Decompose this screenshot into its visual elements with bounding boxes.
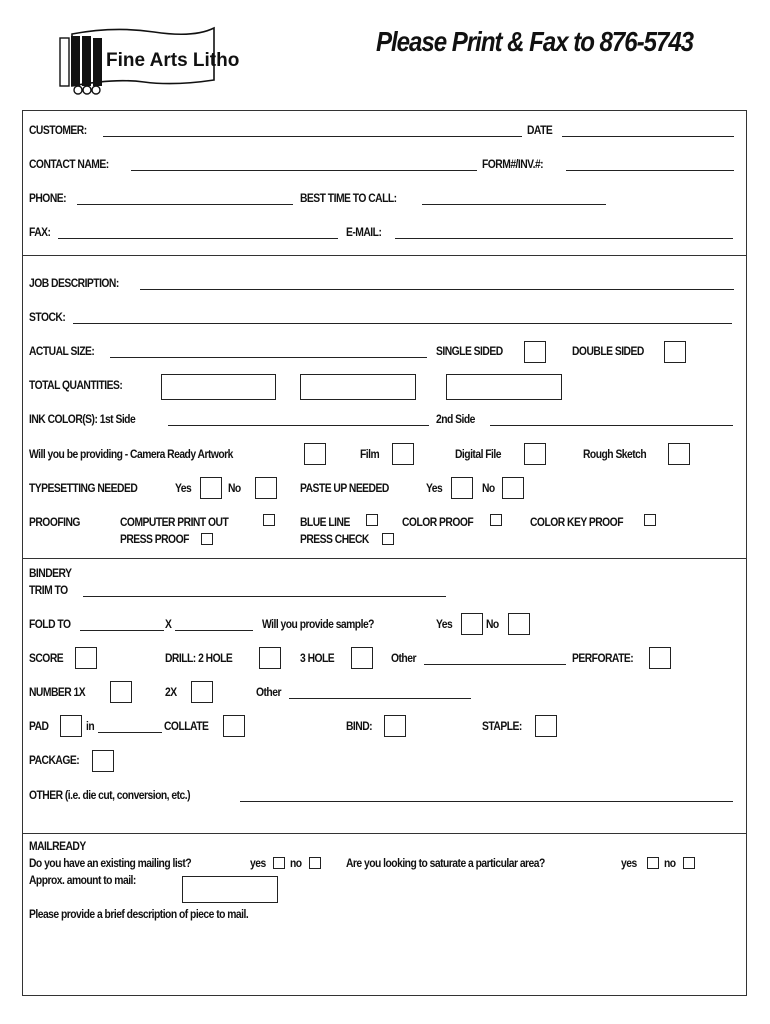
- date-field[interactable]: [562, 136, 734, 137]
- best-time-field[interactable]: [422, 204, 606, 205]
- quantity-field-2[interactable]: [300, 374, 416, 400]
- score-label: SCORE: [29, 651, 64, 665]
- best-time-label: BEST TIME TO CALL:: [300, 191, 397, 205]
- number-1x-label: NUMBER 1X: [29, 685, 86, 699]
- saturate-no-label: no: [664, 856, 676, 870]
- typesetting-yes-checkbox[interactable]: [200, 477, 222, 499]
- blue-line-checkbox[interactable]: [366, 514, 378, 526]
- press-proof-label: PRESS PROOF: [120, 532, 189, 546]
- actual-size-label: ACTUAL SIZE:: [29, 344, 95, 358]
- form-inv-field[interactable]: [566, 170, 734, 171]
- pad-in-field[interactable]: [98, 732, 162, 733]
- single-sided-label: SINGLE SIDED: [436, 344, 503, 358]
- color-proof-label: COLOR PROOF: [402, 515, 474, 529]
- staple-label: STAPLE:: [482, 719, 522, 733]
- customer-label: CUSTOMER:: [29, 123, 87, 137]
- rough-sketch-label: Rough Sketch: [583, 447, 647, 461]
- stock-field[interactable]: [73, 323, 732, 324]
- ink-colors-label: INK COLOR(S): 1st Side: [29, 412, 136, 426]
- existing-list-no-checkbox[interactable]: [309, 857, 321, 869]
- typesetting-label: TYPESETTING NEEDED: [29, 481, 138, 495]
- double-sided-label: DOUBLE SIDED: [572, 344, 644, 358]
- amount-to-mail-field[interactable]: [182, 876, 278, 903]
- contact-name-field[interactable]: [131, 170, 477, 171]
- job-description-label: JOB DESCRIPTION:: [29, 276, 119, 290]
- company-logo: [54, 24, 240, 98]
- digital-file-label: Digital File: [455, 447, 501, 461]
- date-label: DATE: [527, 123, 553, 137]
- saturate-yes-label: yes: [621, 856, 637, 870]
- amount-to-mail-label: Approx. amount to mail:: [29, 873, 136, 887]
- bind-checkbox[interactable]: [384, 715, 406, 737]
- press-proof-checkbox[interactable]: [201, 533, 213, 545]
- single-sided-checkbox[interactable]: [524, 341, 546, 363]
- second-side-label: 2nd Side: [436, 412, 475, 426]
- color-key-proof-label: COLOR KEY PROOF: [530, 515, 623, 529]
- film-label: Film: [360, 447, 380, 461]
- computer-print-out-label: COMPUTER PRINT OUT: [120, 515, 229, 529]
- double-sided-checkbox[interactable]: [664, 341, 686, 363]
- staple-checkbox[interactable]: [535, 715, 557, 737]
- typesetting-no-label: No: [228, 481, 241, 495]
- fold-to-field-1[interactable]: [80, 630, 164, 631]
- quantity-field-3[interactable]: [446, 374, 562, 400]
- logo-text: Fine Arts Litho: [106, 50, 240, 71]
- color-proof-checkbox[interactable]: [490, 514, 502, 526]
- email-label: E-MAIL:: [346, 225, 382, 239]
- existing-list-label: Do you have an existing mailing list?: [29, 856, 192, 870]
- paste-up-no-label: No: [482, 481, 495, 495]
- sample-yes-label: Yes: [436, 617, 453, 631]
- drill-3-hole-label: 3 HOLE: [300, 651, 335, 665]
- perforate-checkbox[interactable]: [649, 647, 671, 669]
- mailready-heading: MAILREADY: [29, 839, 86, 853]
- existing-list-yes-label: yes: [250, 856, 266, 870]
- other-services-label: OTHER (i.e. die cut, conversion, etc.): [29, 788, 191, 802]
- color-key-proof-checkbox[interactable]: [644, 514, 656, 526]
- drill-2-hole-checkbox[interactable]: [259, 647, 281, 669]
- saturate-yes-checkbox[interactable]: [647, 857, 659, 869]
- pad-label: PAD: [29, 719, 49, 733]
- paste-up-label: PASTE UP NEEDED: [300, 481, 389, 495]
- pad-checkbox[interactable]: [60, 715, 82, 737]
- job-description-field[interactable]: [140, 289, 734, 290]
- sample-no-checkbox[interactable]: [508, 613, 530, 635]
- saturate-area-label: Are you looking to saturate a particular area?: [346, 856, 545, 870]
- phone-field[interactable]: [77, 204, 293, 205]
- saturate-no-checkbox[interactable]: [683, 857, 695, 869]
- first-side-field[interactable]: [168, 425, 429, 426]
- provide-sample-label: Will you provide sample?: [262, 617, 374, 631]
- paste-up-yes-checkbox[interactable]: [451, 477, 473, 499]
- bindery-heading: BINDERY: [29, 566, 72, 580]
- press-check-label: PRESS CHECK: [300, 532, 369, 546]
- proofing-label: PROOFING: [29, 515, 80, 529]
- trim-to-field[interactable]: [83, 596, 446, 597]
- job-section: [22, 255, 747, 559]
- rough-sketch-checkbox[interactable]: [668, 443, 690, 465]
- number-2x-checkbox[interactable]: [191, 681, 213, 703]
- digital-file-checkbox[interactable]: [524, 443, 546, 465]
- camera-ready-checkbox[interactable]: [304, 443, 326, 465]
- pad-in-label: in: [86, 719, 95, 733]
- customer-section: [22, 110, 747, 256]
- typesetting-yes-label: Yes: [175, 481, 192, 495]
- existing-list-yes-checkbox[interactable]: [273, 857, 285, 869]
- number-2x-label: 2X: [165, 685, 177, 699]
- email-field[interactable]: [395, 238, 733, 239]
- second-side-field[interactable]: [490, 425, 733, 426]
- typesetting-no-checkbox[interactable]: [255, 477, 277, 499]
- blue-line-label: BLUE LINE: [300, 515, 350, 529]
- drill-3-hole-checkbox[interactable]: [351, 647, 373, 669]
- number-other-field[interactable]: [289, 698, 471, 699]
- other-services-field[interactable]: [240, 801, 733, 802]
- collate-label: COLLATE: [164, 719, 209, 733]
- score-checkbox[interactable]: [75, 647, 97, 669]
- mail-description-label: Please provide a brief description of piece to mail.: [29, 907, 249, 921]
- paste-up-yes-label: Yes: [426, 481, 443, 495]
- package-label: PACKAGE:: [29, 753, 80, 767]
- number-1x-checkbox[interactable]: [110, 681, 132, 703]
- press-check-checkbox[interactable]: [382, 533, 394, 545]
- fax-label: FAX:: [29, 225, 51, 239]
- drill-other-field[interactable]: [424, 664, 566, 665]
- stock-label: STOCK:: [29, 310, 66, 324]
- fold-x-label: X: [165, 617, 172, 631]
- package-checkbox[interactable]: [92, 750, 114, 772]
- paste-up-no-checkbox[interactable]: [502, 477, 524, 499]
- page-title: Please Print & Fax to 876-5743: [376, 26, 694, 57]
- number-other-label: Other: [256, 685, 281, 699]
- contact-name-label: CONTACT NAME:: [29, 157, 109, 171]
- customer-field[interactable]: [103, 136, 522, 137]
- trim-to-label: TRIM TO: [29, 583, 68, 597]
- quantity-field-1[interactable]: [161, 374, 276, 400]
- fax-field[interactable]: [58, 238, 338, 239]
- fold-to-field-2[interactable]: [175, 630, 253, 631]
- drill-2-hole-label: DRILL: 2 HOLE: [165, 651, 233, 665]
- drill-other-label: Other: [391, 651, 416, 665]
- mail-description-area[interactable]: [29, 925, 739, 989]
- collate-checkbox[interactable]: [223, 715, 245, 737]
- fold-to-label: FOLD TO: [29, 617, 71, 631]
- actual-size-field[interactable]: [110, 357, 427, 358]
- camera-ready-label: Will you be providing - Camera Ready Artwork: [29, 447, 233, 461]
- existing-list-no-label: no: [290, 856, 302, 870]
- perforate-label: PERFORATE:: [572, 651, 634, 665]
- computer-print-out-checkbox[interactable]: [263, 514, 275, 526]
- form-inv-label: FORM#/INV.#:: [482, 157, 544, 171]
- sample-yes-checkbox[interactable]: [461, 613, 483, 635]
- phone-label: PHONE:: [29, 191, 67, 205]
- bind-label: BIND:: [346, 719, 373, 733]
- sample-no-label: No: [486, 617, 499, 631]
- total-quantities-label: TOTAL QUANTITIES:: [29, 378, 123, 392]
- film-checkbox[interactable]: [392, 443, 414, 465]
